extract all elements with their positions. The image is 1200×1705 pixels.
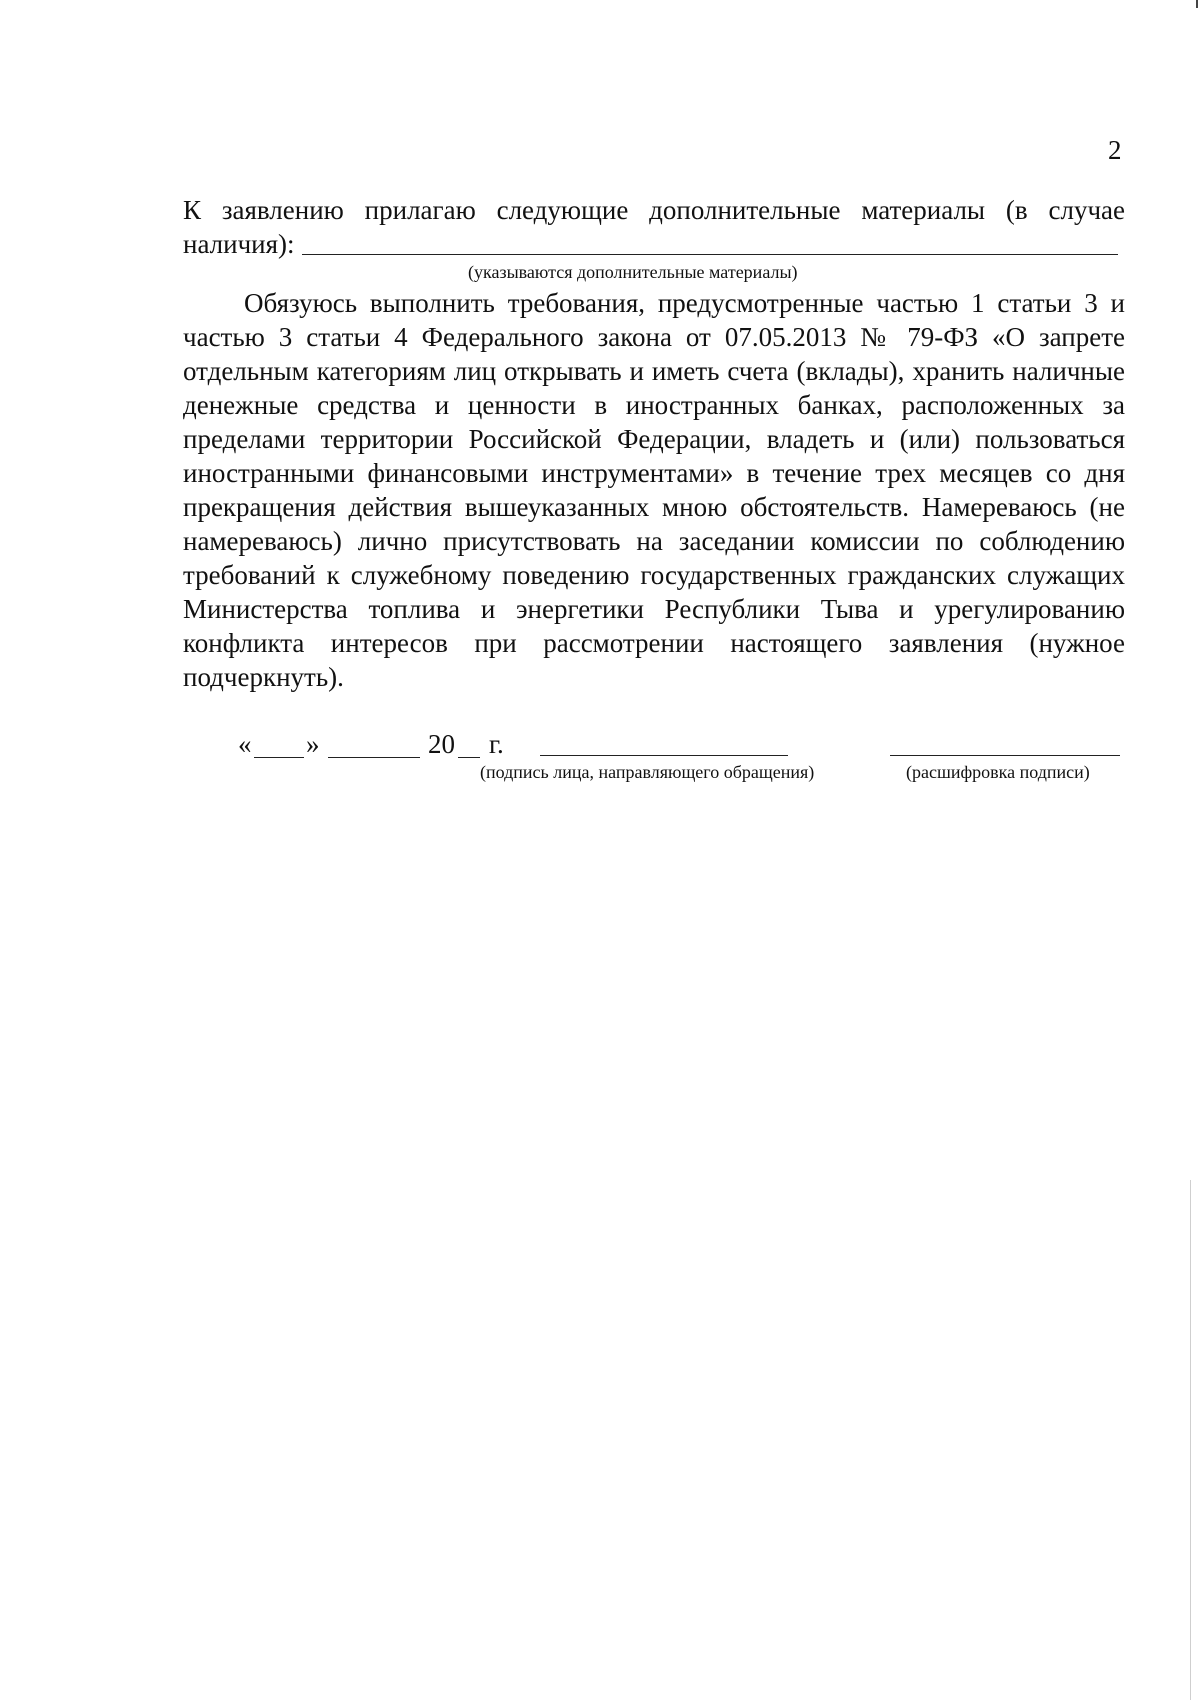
date-year-prefix: 20 bbox=[428, 729, 455, 759]
signature-caption: (подпись лица, направляющего обращения) bbox=[480, 762, 815, 782]
page-number: 2 bbox=[1108, 135, 1122, 165]
paragraph-line: намереваюсь) лично присутствовать на заседании комиссии по соблюдению bbox=[183, 526, 1125, 556]
paragraph-line: иностранными финансовыми инструментами» в течение трех месяцев со дня bbox=[183, 458, 1125, 488]
date-quote-open: « bbox=[238, 729, 252, 759]
attachment-caption: (указываются дополнительные материалы) bbox=[468, 262, 798, 282]
date-quote-close: » bbox=[306, 729, 320, 759]
date-day-line bbox=[254, 757, 304, 758]
date-month-line bbox=[328, 757, 420, 758]
scan-edge-mark bbox=[1196, 0, 1198, 8]
attachment-line-2: наличия): bbox=[183, 229, 295, 259]
date-year-line bbox=[458, 757, 480, 758]
paragraph-line: Обязуюсь выполнить требования, предусмотренные частью 1 статьи 3 и bbox=[244, 288, 1125, 318]
signature-decoding-caption: (расшифровка подписи) bbox=[906, 762, 1090, 782]
paragraph-line: частью 3 статьи 4 Федерального закона от 07.05.2013 № 79-ФЗ «О запрете bbox=[183, 322, 1125, 352]
paragraph-line: конфликта интересов при рассмотрении настоящего заявления (нужное bbox=[183, 628, 1125, 658]
paragraph-line: прекращения действия вышеуказанных мною обстоятельств. Намереваюсь (не bbox=[183, 492, 1125, 522]
date-year-suffix: г. bbox=[489, 729, 504, 759]
paragraph-line: денежные средства и ценности в иностранных банках, расположенных за bbox=[183, 390, 1125, 420]
signature-line bbox=[540, 755, 788, 756]
paragraph-line: пределами территории Российской Федерации, владеть и (или) пользоваться bbox=[183, 424, 1125, 454]
paragraph-line: Министерства топлива и энергетики Республики Тыва и урегулированию bbox=[183, 594, 1125, 624]
attachment-line-1: К заявлению прилагаю следующие дополнительные материалы (в случае bbox=[183, 195, 1125, 225]
paragraph-line: отдельным категориям лиц открывать и иметь счета (вклады), хранить наличные bbox=[183, 356, 1125, 386]
scan-edge-line bbox=[1190, 1180, 1191, 1700]
attachment-fill-line bbox=[302, 254, 1118, 255]
signature-decoding-line bbox=[890, 755, 1120, 756]
paragraph-line: требований к служебному поведению государственных гражданских служащих bbox=[183, 560, 1125, 590]
paragraph-line: подчеркнуть). bbox=[183, 662, 344, 692]
